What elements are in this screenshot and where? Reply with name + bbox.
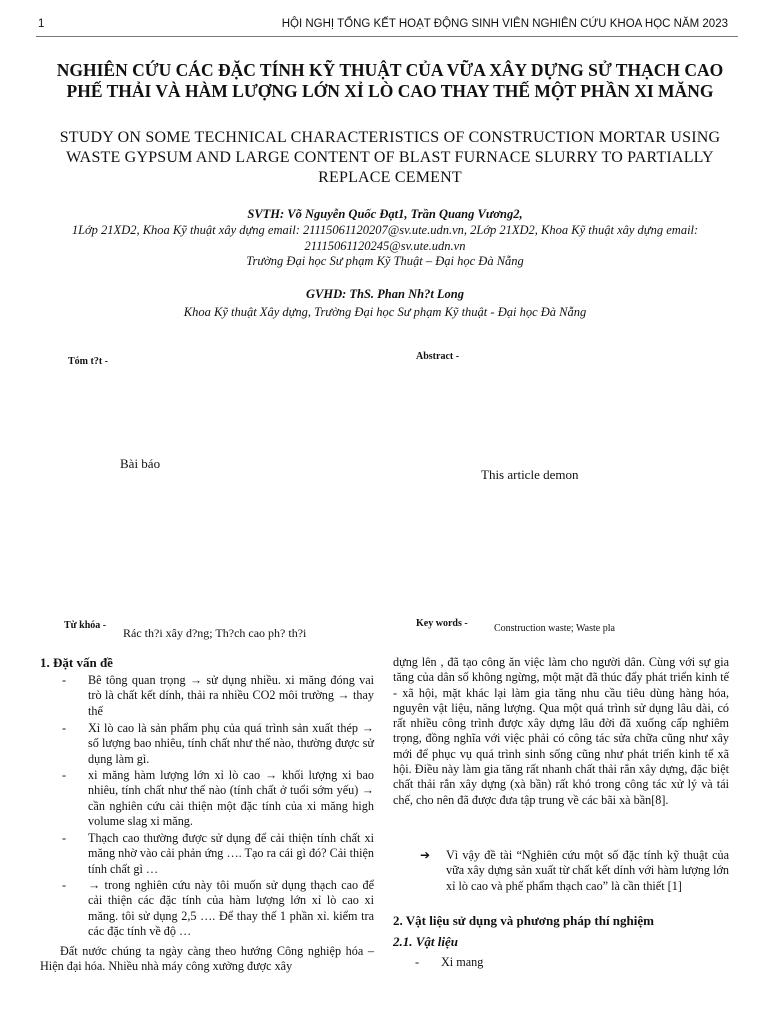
keywords-en-label: Key words - xyxy=(416,618,468,629)
keywords-en: Construction waste; Waste pla xyxy=(494,623,615,634)
title-english: STUDY ON SOME TECHNICAL CHARACTERISTICS OF CONSTRUCTION MORTAR USING WASTE GYPSUM AND LARGE CONTENT OF BLAST FURNACE SLURRY TO PARTIALLY REPLACE CEMENT xyxy=(59,129,721,186)
bullet-dash: - xyxy=(62,878,67,892)
student-authors: SVTH: Võ Nguyễn Quốc Đạt1, Trần Quang Vương2, xyxy=(247,207,523,221)
list-item: - Xi mang xyxy=(415,955,484,969)
bullet-dash: - xyxy=(62,721,67,735)
abstract-en-label: Abstract - xyxy=(416,351,460,362)
section-1-paragraph-right: dựng lên , đã tạo công ăn việc làm cho người dân. Cùng với sự gia tăng của dân số không ngừng, một mặt đã thúc đẩy phát triển kinh tế - xã hội, mặt khác lại làm gia tăng nhu cầu tiêu dùng hàng hóa, nguyên vật liệu, năng lượng. Qua một quá trình sử dụng lâu dài, có rất nhiều công trình được xây dựng lâu đời đã xuống cấp nghiêm trọng, đồng nghĩa với việc phải có công tác sửa chữa cũng như xây mới để phục vụ quá trình sinh sống cũng như phát triển kinh tế xã hội. Điều này làm gia tăng rất nhanh chất thải rắn xây dựng, đặc biệt chất thải rắn xây dựng (xà bần) rất khó trong công tác xử lý và tái chế, cho nên đã được đưa tập trung về các bãi xà bần[8]. xyxy=(393,655,729,807)
keywords-vi: Rác th?i xây d?ng; Th?ch cao ph? th?i xyxy=(123,626,307,640)
author-affiliation: 1Lớp 21XD2, Khoa Kỹ thuật xây dựng email: 21115061120207@sv.ute.udn.vn, 2Lớp 21XD2, Khoa Kỹ thuật xây dựng email: 21115061120245@sv.ute.udn.vn xyxy=(71,223,699,253)
bullet-dash: - xyxy=(62,831,67,845)
keywords-vi-label: Từ khóa - xyxy=(64,620,107,631)
section-1-paragraph-left: Đất nước chúng ta ngày càng theo hướng Công nghiệp hóa – Hiện đại hóa. Nhiều nhà máy công xưởng được xây xyxy=(40,944,374,974)
advisor-affiliation: Khoa Kỹ thuật Xây dựng, Trường Đại học Sư phạm Kỹ thuật - Đại học Đà Nẵng xyxy=(183,305,587,319)
abstract-en-text: This article demon xyxy=(481,467,579,482)
bullet-dash: - xyxy=(62,768,67,782)
page-number: 1 xyxy=(38,18,45,30)
section-2-heading: 2. Vật liệu sử dụng và phương pháp thí nghiệm xyxy=(393,913,654,928)
advisor: GVHD: ThS. Phan Nh?t Long xyxy=(305,287,465,301)
bullet-dash: - xyxy=(62,673,67,687)
bullet-dash: - xyxy=(415,955,420,969)
abstract-vi-text: Bài báo xyxy=(120,456,161,471)
abstract-vi-label: Tóm t?t - xyxy=(68,356,108,367)
running-header: HỘI NGHỊ TỔNG KẾT HOẠT ĐỘNG SINH VIÊN NGHIÊN CỨU KHOA HỌC NĂM 2023 xyxy=(281,18,728,30)
arrow-icon: ➔ xyxy=(420,848,431,862)
university-affiliation: Trường Đại học Sư phạm Kỹ Thuật – Đại học Đà Nẵng xyxy=(246,254,524,268)
header-rule xyxy=(36,36,738,37)
section-1-heading: 1. Đặt vấn đề xyxy=(40,655,113,670)
title-vietnamese: NGHIÊN CỨU CÁC ĐẶC TÍNH KỸ THUẬT CỦA VỮA XÂY DỰNG SỬ THẠCH CAO PHẾ THẢI VÀ HÀM LƯỢNG LỚN XỈ LÒ CAO THAY THẾ MỘT PHẦN XI MĂNG xyxy=(56,60,724,101)
section-2-1-heading: 2.1. Vật liệu xyxy=(393,934,459,949)
